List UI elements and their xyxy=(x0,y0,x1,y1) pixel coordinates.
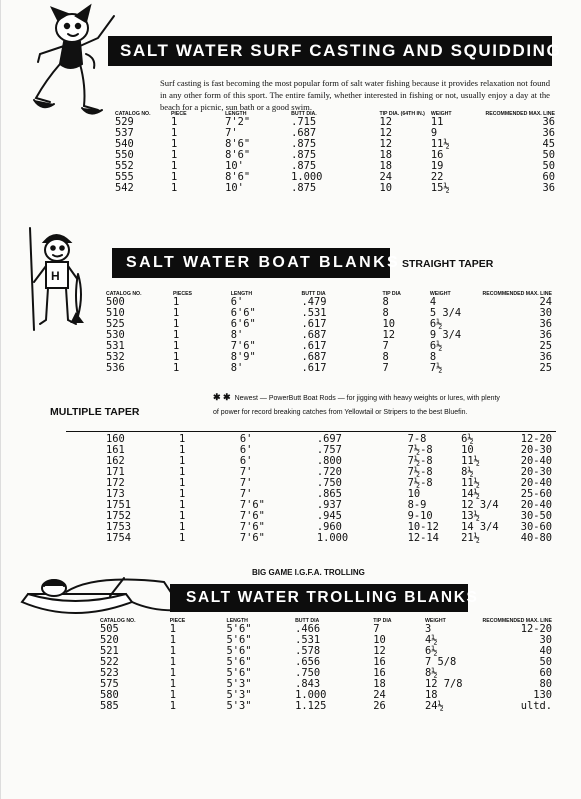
cell-tip-dia: 12 xyxy=(373,645,386,657)
table-top-rule xyxy=(66,431,556,432)
cell-max-line: 12-20 xyxy=(520,623,552,635)
cell-weight: 11½ xyxy=(461,477,480,489)
cell-tip-dia: 8-9 xyxy=(407,499,427,511)
cell-butt-dia: .937 xyxy=(316,499,342,511)
cell-max-line: 12-20 xyxy=(520,433,552,445)
cell-catalog: 1751 xyxy=(106,499,132,511)
cell-max-line: 20-40 xyxy=(520,499,552,511)
cell-piece: 1 xyxy=(179,466,186,478)
cell-max-line: 45 xyxy=(542,138,555,150)
cell-max-line: 40-80 xyxy=(520,532,552,544)
cell-length: 7'6" xyxy=(239,499,265,511)
cell-tip-dia: 10-12 xyxy=(407,521,439,533)
cell-weight: 4 xyxy=(429,296,437,308)
cell-weight: 3 xyxy=(424,623,432,635)
cell-max-line: 50 xyxy=(542,149,555,161)
cell-piece: 1 xyxy=(179,532,186,544)
table-row xyxy=(115,139,555,150)
cell-catalog: 510 xyxy=(106,307,125,319)
cell-piece: 1 xyxy=(172,351,180,363)
cell-length: 7' xyxy=(225,127,238,139)
cell-tip-dia: 7-8 xyxy=(407,433,427,445)
table-row xyxy=(115,172,555,183)
cell-length: 7' xyxy=(239,477,253,489)
cell-butt-dia: .750 xyxy=(295,667,321,679)
header-butt-dia: BUTT DIA xyxy=(301,291,326,297)
cell-butt-dia: .875 xyxy=(291,182,317,194)
cell-piece: 1 xyxy=(169,700,176,712)
cell-catalog: 160 xyxy=(106,433,125,445)
cell-butt-dia: .531 xyxy=(301,307,327,319)
cell-tip-dia: 16 xyxy=(373,656,386,668)
cell-length: 7'6" xyxy=(239,510,265,522)
cell-catalog: 585 xyxy=(100,700,119,712)
cell-piece: 1 xyxy=(172,362,180,374)
cell-tip-dia: 16 xyxy=(373,667,386,679)
cell-catalog: 521 xyxy=(100,645,119,657)
boat-title: SALT WATER BOAT BLANKS xyxy=(126,254,401,271)
cell-weight: 11½ xyxy=(461,455,480,467)
asterisk-icon: ✱ ✱ xyxy=(213,392,231,402)
table-row xyxy=(100,668,552,679)
cell-max-line: 60 xyxy=(539,667,552,679)
powerbutt-note xyxy=(213,390,503,420)
cell-length: 7' xyxy=(239,488,253,500)
header-piece: PIECE xyxy=(170,111,187,117)
header-piece: PIECES xyxy=(172,291,192,297)
header-tip-dia: TIP DIA. (64TH IN.) xyxy=(379,111,425,117)
cell-max-line: 25 xyxy=(539,362,552,374)
cell-piece: 1 xyxy=(170,160,178,172)
cell-catalog: 536 xyxy=(106,362,125,374)
cell-tip-dia: 12 xyxy=(379,138,392,150)
cell-catalog: 1754 xyxy=(106,532,132,544)
cell-length: 8'6" xyxy=(225,138,251,150)
cell-catalog: 532 xyxy=(106,351,125,363)
cell-weight: 5 3/4 xyxy=(429,307,462,319)
cell-catalog: 162 xyxy=(106,455,125,467)
cell-weight: 9 xyxy=(430,127,438,139)
trolling-overline: BIG GAME I.G.F.A. TROLLING xyxy=(252,568,365,577)
multiple-taper-table xyxy=(106,434,552,544)
cell-catalog: 552 xyxy=(115,160,134,172)
boat-title-banner xyxy=(112,248,401,278)
cell-weight: 14 3/4 xyxy=(461,521,499,533)
cell-weight: 15½ xyxy=(430,182,450,194)
cell-piece: 1 xyxy=(170,182,178,194)
cell-length: 5'6" xyxy=(226,623,252,635)
cell-catalog: 500 xyxy=(106,296,125,308)
cell-butt-dia: .531 xyxy=(295,634,321,646)
cell-catalog: 1753 xyxy=(106,521,132,533)
header-piece: PIECE xyxy=(169,618,186,624)
cell-weight: 7 5/8 xyxy=(424,656,457,668)
cell-length: 5'6" xyxy=(226,656,252,668)
cell-piece: 1 xyxy=(170,127,178,139)
surf-intro-text: Surf casting is fast becoming the most popular form of salt water fishing because it provides relaxation not found in any other form of this sport. The entire family, whether interested in fishing or not, usually enjoy a day at the beach for a picnic, sun bath or a good swim. xyxy=(160,78,550,112)
cartoon-fishing-boat-icon xyxy=(14,572,184,622)
cell-weight: 8 xyxy=(429,351,437,363)
cell-length: 10' xyxy=(225,182,244,194)
table-row xyxy=(115,128,555,139)
cell-catalog: 540 xyxy=(115,138,134,150)
cell-butt-dia: .875 xyxy=(291,138,317,150)
cell-max-line: 60 xyxy=(542,171,555,183)
cell-butt-dia: .687 xyxy=(291,127,317,139)
cell-weight: 6½ xyxy=(424,645,438,657)
table-row xyxy=(115,161,555,172)
cell-max-line: 36 xyxy=(539,329,552,341)
cell-max-line: 30 xyxy=(539,307,552,319)
cell-length: 7'6" xyxy=(239,521,265,533)
straight-taper-label: STRAIGHT TAPER xyxy=(402,258,494,270)
cell-catalog: 525 xyxy=(106,318,125,330)
header-weight: WEIGHT xyxy=(429,291,451,297)
cell-tip-dia: 8 xyxy=(382,351,389,363)
cell-weight: 11½ xyxy=(430,138,450,150)
cell-catalog: 580 xyxy=(100,689,119,701)
cell-tip-dia: 10 xyxy=(379,182,392,194)
cell-piece: 1 xyxy=(169,634,176,646)
header-catalog: CATALOG NO. xyxy=(106,291,142,297)
cell-length: 8'6" xyxy=(225,171,251,183)
trolling-title: SALT WATER TROLLING BLANKS xyxy=(186,589,479,606)
cell-max-line: 30 xyxy=(539,634,552,646)
cell-max-line: 25-60 xyxy=(520,488,552,500)
table-row xyxy=(115,183,555,194)
cell-length: 8'9" xyxy=(230,351,256,363)
header-weight: WEIGHT xyxy=(430,111,452,117)
cell-catalog: 531 xyxy=(106,340,125,352)
cell-piece: 1 xyxy=(172,340,180,352)
cell-length: 5'6" xyxy=(226,634,252,646)
surf-title: SALT WATER SURF CASTING AND SQUIDDING xyxy=(120,41,562,60)
cell-butt-dia: 1.000 xyxy=(291,171,323,183)
surf-title-banner xyxy=(108,36,562,66)
header-max-line: RECOMMENDED MAX. LINE xyxy=(485,111,555,117)
cell-butt-dia: .617 xyxy=(301,318,327,330)
cell-piece: 1 xyxy=(169,678,176,690)
cell-piece: 1 xyxy=(179,455,186,467)
cell-catalog: 505 xyxy=(100,623,119,635)
header-length: LENGTH xyxy=(225,111,247,117)
cell-piece: 1 xyxy=(169,656,176,668)
cell-length: 5'3" xyxy=(226,689,252,701)
cell-butt-dia: .875 xyxy=(291,149,317,161)
cell-weight: 19 xyxy=(430,160,444,172)
cell-piece: 1 xyxy=(169,689,176,701)
cell-max-line: 20-30 xyxy=(520,466,552,478)
cell-piece: 1 xyxy=(170,116,178,128)
cell-catalog: 161 xyxy=(106,444,125,456)
header-catalog: CATALOG NO. xyxy=(100,618,136,624)
cell-length: 8' xyxy=(230,329,244,341)
header-butt-dia: BUTT DIA. xyxy=(291,111,317,117)
table-row xyxy=(100,624,552,635)
cell-length: 6' xyxy=(230,296,244,308)
cell-length: 6' xyxy=(239,455,253,467)
cell-max-line: 20-40 xyxy=(520,477,552,489)
cartoon-angler-holding-fish-icon xyxy=(18,224,98,334)
cell-piece: 1 xyxy=(179,510,186,522)
surf-casting-table xyxy=(115,111,555,194)
cell-weight: 8½ xyxy=(461,466,474,478)
cell-length: 7'6" xyxy=(239,532,265,544)
cell-catalog: 172 xyxy=(106,477,125,489)
cell-butt-dia: 1.125 xyxy=(295,700,327,712)
trolling-table xyxy=(100,618,552,712)
cell-weight: 8½ xyxy=(424,667,438,679)
cell-piece: 1 xyxy=(172,318,180,330)
cell-max-line: 24 xyxy=(539,296,552,308)
cell-butt-dia: .960 xyxy=(316,521,342,533)
cell-butt-dia: 1.000 xyxy=(295,689,327,701)
straight-taper-table xyxy=(106,291,552,374)
cell-max-line: 20-30 xyxy=(520,444,552,456)
cell-length: 6' xyxy=(239,433,253,445)
cell-max-line: 25 xyxy=(539,340,552,352)
cell-piece: 1 xyxy=(179,499,186,511)
cell-catalog: 550 xyxy=(115,149,134,161)
cell-weight: 16 xyxy=(430,149,444,161)
cell-catalog: 173 xyxy=(106,488,125,500)
cell-max-line: 36 xyxy=(542,127,555,139)
cell-butt-dia: .687 xyxy=(301,329,327,341)
cell-weight: 10 xyxy=(461,444,474,456)
cell-butt-dia: .750 xyxy=(316,477,342,489)
cell-length: 5'6" xyxy=(226,645,252,657)
cell-tip-dia: 7 xyxy=(382,340,389,352)
cell-tip-dia: 12 xyxy=(379,116,392,128)
cell-weight: 21½ xyxy=(461,532,480,544)
cell-length: 5'6" xyxy=(226,667,252,679)
cell-length: 7' xyxy=(239,466,253,478)
svg-text:H: H xyxy=(51,269,60,283)
cell-piece: 1 xyxy=(170,149,178,161)
header-length: LENGTH xyxy=(230,291,253,297)
cell-butt-dia: .466 xyxy=(295,623,321,635)
cell-max-line: 36 xyxy=(542,116,555,128)
cell-max-line: 36 xyxy=(539,318,552,330)
cell-length: 6'6" xyxy=(230,318,256,330)
cell-butt-dia: .715 xyxy=(291,116,317,128)
cell-catalog: 529 xyxy=(115,116,134,128)
cell-tip-dia: 12 xyxy=(379,127,392,139)
cell-length: 8' xyxy=(230,362,244,374)
cell-piece: 1 xyxy=(172,307,180,319)
header-butt-dia: BUTT DIA xyxy=(295,618,320,624)
cell-piece: 1 xyxy=(179,477,186,489)
cell-weight: 22 xyxy=(430,171,444,183)
cell-catalog: 1752 xyxy=(106,510,132,522)
table-row xyxy=(106,363,552,374)
cell-max-line: 30-60 xyxy=(520,521,552,533)
cell-piece: 1 xyxy=(179,433,186,445)
cell-tip-dia: 24 xyxy=(373,689,386,701)
table-row xyxy=(100,646,552,657)
trolling-title-banner xyxy=(170,584,479,612)
cell-butt-dia: .617 xyxy=(301,362,327,374)
cell-piece: 1 xyxy=(170,138,178,150)
cell-length: 7'2" xyxy=(225,116,251,128)
cell-butt-dia: .757 xyxy=(316,444,342,456)
header-length: LENGTH xyxy=(226,618,248,624)
cell-butt-dia: .656 xyxy=(295,656,321,668)
table-row xyxy=(100,657,552,668)
cell-catalog: 555 xyxy=(115,171,134,183)
cell-butt-dia: .697 xyxy=(316,433,342,445)
header-max-line: RECOMMENDED MAX. LINE xyxy=(482,618,552,624)
cell-max-line: 36 xyxy=(542,182,555,194)
cell-weight: 6½ xyxy=(461,433,474,445)
cell-tip-dia: 8 xyxy=(382,296,389,308)
cell-weight: 6½ xyxy=(429,340,443,352)
table-row xyxy=(115,150,555,161)
cell-max-line: ultd. xyxy=(520,700,552,712)
cell-weight: 14½ xyxy=(461,488,480,500)
cell-max-line: 50 xyxy=(539,656,552,668)
cell-tip-dia: 10 xyxy=(382,318,396,330)
cell-length: 6'6" xyxy=(230,307,256,319)
cell-catalog: 520 xyxy=(100,634,119,646)
cell-piece: 1 xyxy=(169,623,176,635)
cell-weight: 24½ xyxy=(424,700,444,712)
table-row xyxy=(100,701,552,712)
cell-butt-dia: 1.000 xyxy=(316,532,349,544)
cell-piece: 1 xyxy=(179,521,186,533)
cell-length: 5'3" xyxy=(226,678,252,690)
table-row xyxy=(100,679,552,690)
cell-tip-dia: 10 xyxy=(407,488,421,500)
cell-piece: 1 xyxy=(179,444,186,456)
cell-piece: 1 xyxy=(170,171,178,183)
cell-max-line: 80 xyxy=(539,678,552,690)
cell-butt-dia: .945 xyxy=(316,510,342,522)
cell-butt-dia: .687 xyxy=(301,351,327,363)
header-tip-dia: TIP DIA xyxy=(373,618,392,624)
cell-max-line: 130 xyxy=(533,689,552,701)
cell-catalog: 530 xyxy=(106,329,125,341)
cell-weight: 18 xyxy=(424,689,438,701)
cell-butt-dia: .800 xyxy=(316,455,342,467)
cell-tip-dia: 12-14 xyxy=(407,532,439,544)
cell-tip-dia: 10 xyxy=(373,634,386,646)
table-row xyxy=(106,533,552,544)
cell-max-line: 40 xyxy=(539,645,552,657)
cell-catalog: 522 xyxy=(100,656,119,668)
header-max-line: RECOMMENDED MAX. LINE xyxy=(482,291,552,297)
cell-max-line: 50 xyxy=(542,160,555,172)
cell-piece: 1 xyxy=(169,645,176,657)
header-tip-dia: TIP DIA xyxy=(382,291,401,297)
cell-weight: 4½ xyxy=(424,634,438,646)
cell-tip-dia: 18 xyxy=(379,149,392,161)
cell-piece: 1 xyxy=(169,667,176,679)
header-catalog: CATALOG NO. xyxy=(115,111,151,117)
cell-tip-dia: 7½-8 xyxy=(407,444,433,456)
cell-piece: 1 xyxy=(172,329,180,341)
cell-tip-dia: 7½-8 xyxy=(407,455,433,467)
cell-butt-dia: .843 xyxy=(295,678,321,690)
powerbutt-note-text: Newest — PowerButt Boat Rods — for jigging with heavy weights or lures, with plenty of power for record breaking catches from Yellowtail or Stripers to the best Bluefin. xyxy=(213,395,500,416)
cell-butt-dia: .875 xyxy=(291,160,317,172)
cell-tip-dia: 26 xyxy=(373,700,386,712)
cell-length: 7'6" xyxy=(230,340,256,352)
cell-butt-dia: .720 xyxy=(316,466,342,478)
cell-tip-dia: 24 xyxy=(379,171,392,183)
cell-tip-dia: 18 xyxy=(373,678,386,690)
cell-weight: 13½ xyxy=(461,510,480,522)
cell-length: 5'3" xyxy=(226,700,252,712)
table-row xyxy=(100,635,552,646)
cell-butt-dia: .479 xyxy=(301,296,327,308)
cell-weight: 7½ xyxy=(429,362,443,374)
cell-catalog: 575 xyxy=(100,678,119,690)
table-row xyxy=(115,117,555,128)
cell-catalog: 523 xyxy=(100,667,119,679)
cell-weight: 12 7/8 xyxy=(424,678,463,690)
cell-tip-dia: 8 xyxy=(382,307,389,319)
cell-max-line: 20-40 xyxy=(520,455,552,467)
cell-piece: 1 xyxy=(179,488,186,500)
cell-catalog: 542 xyxy=(115,182,134,194)
cell-length: 10' xyxy=(225,160,244,172)
cell-tip-dia: 12 xyxy=(382,329,396,341)
cell-length: 8'6" xyxy=(225,149,251,161)
cell-weight: 6½ xyxy=(429,318,443,330)
cell-max-line: 36 xyxy=(539,351,552,363)
cell-weight: 11 xyxy=(430,116,444,128)
cell-tip-dia: 7½-8 xyxy=(407,477,433,489)
cell-catalog: 537 xyxy=(115,127,134,139)
header-weight: WEIGHT xyxy=(424,618,446,624)
cell-tip-dia: 18 xyxy=(379,160,392,172)
cell-catalog: 171 xyxy=(106,466,125,478)
cell-tip-dia: 7½-8 xyxy=(407,466,433,478)
cell-weight: 9 3/4 xyxy=(429,329,462,341)
cell-max-line: 30-50 xyxy=(520,510,552,522)
cell-tip-dia: 7 xyxy=(373,623,380,635)
cell-butt-dia: .865 xyxy=(316,488,342,500)
cell-butt-dia: .578 xyxy=(295,645,321,657)
cell-weight: 12 3/4 xyxy=(461,499,499,511)
cell-butt-dia: .617 xyxy=(301,340,327,352)
cell-piece: 1 xyxy=(172,296,180,308)
cell-tip-dia: 7 xyxy=(382,362,389,374)
table-row xyxy=(100,690,552,701)
cell-tip-dia: 9-10 xyxy=(407,510,433,522)
multiple-taper-label: MULTIPLE TAPER xyxy=(50,406,140,418)
cell-length: 6' xyxy=(239,444,253,456)
